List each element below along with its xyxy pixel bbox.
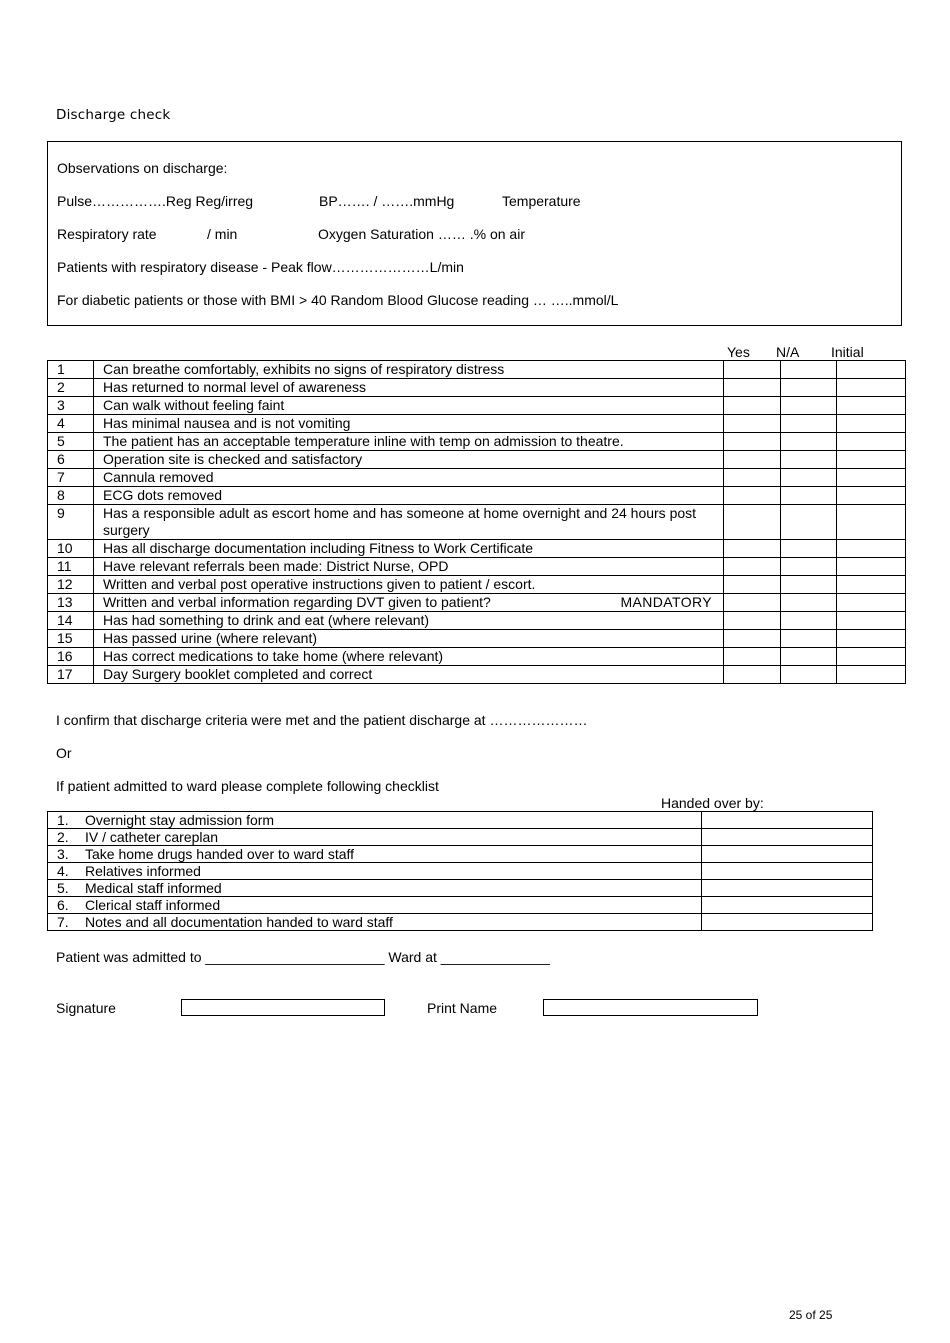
criterion-label: Has passed urine (where relevant) <box>103 630 317 646</box>
ward-row <box>48 880 873 897</box>
na-cell[interactable] <box>781 397 837 415</box>
initial-cell[interactable] <box>837 558 906 576</box>
ward-item-label: Take home drugs handed over to ward staff <box>85 846 355 862</box>
na-cell[interactable] <box>781 361 837 379</box>
resp-rate-unit: / min <box>207 226 238 242</box>
handed-over-cell[interactable] <box>702 846 873 863</box>
yes-cell[interactable] <box>724 558 781 576</box>
ward-row <box>48 829 873 846</box>
criterion-text <box>94 487 724 505</box>
checklist-row <box>48 666 906 684</box>
initial-cell[interactable] <box>837 648 906 666</box>
discharge-confirmation: I confirm that discharge criteria were met and the patient discharge at ………………… <box>56 712 588 728</box>
ward-item-number: 3. <box>57 846 69 862</box>
na-cell[interactable] <box>781 666 837 684</box>
na-cell[interactable] <box>781 379 837 397</box>
ward-item <box>48 863 702 880</box>
na-cell[interactable] <box>781 558 837 576</box>
checklist-row <box>48 397 906 415</box>
na-cell[interactable] <box>781 630 837 648</box>
na-header: N/A <box>776 344 800 360</box>
row-number: 8 <box>48 487 94 505</box>
criterion-label: Written and verbal information regarding DVT given to patient? <box>103 594 491 610</box>
yes-cell[interactable] <box>724 612 781 630</box>
initial-cell[interactable] <box>837 666 906 684</box>
checklist-row <box>48 361 906 379</box>
ward-item-number: 1. <box>57 812 69 828</box>
yes-cell[interactable] <box>724 487 781 505</box>
ward-intro: If patient admitted to ward please complete following checklist <box>56 778 439 794</box>
pulse-field[interactable]: Pulse…………….Reg Reg/irreg <box>57 193 254 209</box>
row-number: 11 <box>48 558 94 576</box>
vitals-line <box>57 193 877 211</box>
handed-over-cell[interactable] <box>702 914 873 931</box>
checklist-row <box>48 612 906 630</box>
initial-cell[interactable] <box>837 397 906 415</box>
yes-cell[interactable] <box>724 576 781 594</box>
ward-item-label: Overnight stay admission form <box>85 812 275 828</box>
resp-rate-label[interactable]: Respiratory rate <box>57 226 157 242</box>
ward-item-label: Medical staff informed <box>85 880 222 896</box>
criterion-label: Has all discharge documentation including Fitness to Work Certificate <box>103 540 534 556</box>
criterion-label: Day Surgery booklet completed and correct <box>103 666 373 682</box>
page-title: Discharge check <box>56 107 171 123</box>
row-number: 13 <box>48 594 94 612</box>
ward-item-label: IV / catheter careplan <box>85 829 219 845</box>
criterion-label: Operation site is checked and satisfactory <box>103 451 363 467</box>
yes-cell[interactable] <box>724 540 781 558</box>
yes-cell[interactable] <box>724 451 781 469</box>
ward-checklist <box>47 811 873 931</box>
respiratory-line <box>57 226 877 244</box>
initial-cell[interactable] <box>837 505 906 540</box>
criterion-text <box>94 558 724 576</box>
row-number: 7 <box>48 469 94 487</box>
ward-row <box>48 812 873 829</box>
row-number: 3 <box>48 397 94 415</box>
initial-cell[interactable] <box>837 469 906 487</box>
na-cell[interactable] <box>781 433 837 451</box>
na-cell[interactable] <box>781 648 837 666</box>
ward-item-number: 5. <box>57 880 69 896</box>
initial-cell[interactable] <box>837 630 906 648</box>
initial-cell[interactable] <box>837 415 906 433</box>
observations-heading: Observations on discharge: <box>57 160 228 176</box>
initial-cell[interactable] <box>837 576 906 594</box>
ward-item-number: 2. <box>57 829 69 845</box>
criterion-text <box>94 451 724 469</box>
initial-cell[interactable] <box>837 540 906 558</box>
na-cell[interactable] <box>781 612 837 630</box>
na-cell[interactable] <box>781 415 837 433</box>
na-cell[interactable] <box>781 469 837 487</box>
criterion-label: Have relevant referrals been made: District Nurse, OPD <box>103 558 449 574</box>
bp-field[interactable]: BP……. / …….mmHg <box>319 193 455 209</box>
checklist-row <box>48 469 906 487</box>
row-number: 4 <box>48 415 94 433</box>
checklist-row <box>48 451 906 469</box>
print-name-label: Print Name <box>427 1000 498 1016</box>
criterion-label: Written and verbal post operative instructions given to patient / escort. <box>103 576 536 592</box>
checklist-row <box>48 540 906 558</box>
yes-cell[interactable] <box>724 379 781 397</box>
handed-over-header: Handed over by: <box>661 795 764 811</box>
checklist-row <box>48 594 906 612</box>
initial-cell[interactable] <box>837 487 906 505</box>
ward-item <box>48 829 702 846</box>
yes-cell[interactable] <box>724 666 781 684</box>
checklist-row <box>48 487 906 505</box>
row-number: 6 <box>48 451 94 469</box>
criterion-label: Has had something to drink and eat (where relevant) <box>103 612 430 628</box>
na-cell[interactable] <box>781 505 837 540</box>
ward-item-label: Notes and all documentation handed to ward staff <box>85 914 393 930</box>
criterion-text <box>94 648 724 666</box>
initial-cell[interactable] <box>837 379 906 397</box>
yes-cell[interactable] <box>724 648 781 666</box>
na-cell[interactable] <box>781 487 837 505</box>
initial-cell[interactable] <box>837 433 906 451</box>
na-cell[interactable] <box>781 576 837 594</box>
ward-item <box>48 914 702 931</box>
or-text: Or <box>56 745 72 761</box>
admitted-to-line[interactable]: Patient was admitted to _______________________ Ward at ______________ <box>56 949 550 965</box>
na-cell[interactable] <box>781 540 837 558</box>
discharge-checklist <box>47 360 906 684</box>
initial-cell[interactable] <box>837 451 906 469</box>
criterion-label: Can breathe comfortably, exhibits no signs of respiratory distress <box>103 361 505 377</box>
yes-cell[interactable] <box>724 505 781 540</box>
criterion-text <box>94 505 724 540</box>
criterion-text <box>94 576 724 594</box>
row-number: 1 <box>48 361 94 379</box>
row-number: 14 <box>48 612 94 630</box>
initial-header: Initial <box>831 344 864 360</box>
checklist-row <box>48 648 906 666</box>
na-cell[interactable] <box>781 451 837 469</box>
criterion-label: Has a responsible adult as escort home and has someone at home overnight and 24 hours post surgery <box>103 505 697 538</box>
temperature-field[interactable]: Temperature <box>502 193 581 209</box>
yes-cell[interactable] <box>724 630 781 648</box>
ward-item <box>48 812 702 829</box>
yes-cell[interactable] <box>724 397 781 415</box>
checklist-row <box>48 379 906 397</box>
oxygen-field[interactable]: Oxygen Saturation …… .% on air <box>318 226 525 242</box>
criterion-label: Can walk without feeling faint <box>103 397 285 413</box>
yes-cell[interactable] <box>724 469 781 487</box>
peak-flow-field[interactable]: Patients with respiratory disease - Peak flow…………………L/min <box>57 259 464 275</box>
handed-over-cell[interactable] <box>702 812 873 829</box>
criterion-text <box>94 612 724 630</box>
criterion-text <box>94 397 724 415</box>
checklist-row <box>48 415 906 433</box>
checklist-row <box>48 630 906 648</box>
handed-over-cell[interactable] <box>702 863 873 880</box>
criterion-label: The patient has an acceptable temperature inline with temp on admission to theatre. <box>103 433 624 449</box>
row-number: 2 <box>48 379 94 397</box>
ward-row <box>48 846 873 863</box>
criterion-text <box>94 415 724 433</box>
checklist-row <box>48 558 906 576</box>
ward-item-label: Relatives informed <box>85 863 201 879</box>
yes-cell[interactable] <box>724 594 781 612</box>
glucose-field[interactable]: For diabetic patients or those with BMI > 40 Random Blood Glucose reading … …..mmol/L <box>57 292 619 308</box>
ward-item <box>48 880 702 897</box>
initial-cell[interactable] <box>837 612 906 630</box>
yes-cell[interactable] <box>724 415 781 433</box>
ward-item <box>48 846 702 863</box>
row-number: 5 <box>48 433 94 451</box>
ward-row <box>48 897 873 914</box>
criterion-text <box>94 594 724 612</box>
na-cell[interactable] <box>781 594 837 612</box>
ward-item-number: 6. <box>57 897 69 913</box>
row-number: 15 <box>48 630 94 648</box>
ward-item <box>48 897 702 914</box>
criterion-text <box>94 433 724 451</box>
print-name-box[interactable] <box>543 999 758 1016</box>
row-number: 12 <box>48 576 94 594</box>
ward-row <box>48 863 873 880</box>
criterion-label: Cannula removed <box>103 469 214 485</box>
signature-label: Signature <box>56 1000 116 1016</box>
page-number: 25 of 25 <box>789 1308 833 1322</box>
criterion-label: ECG dots removed <box>103 487 223 503</box>
criterion-label: Has correct medications to take home (where relevant) <box>103 648 444 664</box>
row-number: 9 <box>48 505 94 540</box>
row-number: 16 <box>48 648 94 666</box>
ward-item-number: 4. <box>57 863 69 879</box>
criterion-label: Has returned to normal level of awareness <box>103 379 367 395</box>
criterion-text <box>94 666 724 684</box>
yes-header: Yes <box>727 344 750 360</box>
criterion-text <box>94 361 724 379</box>
mandatory-tag: MANDATORY <box>620 594 712 610</box>
criterion-label: Has minimal nausea and is not vomiting <box>103 415 351 431</box>
ward-row <box>48 914 873 931</box>
ward-item-number: 7. <box>57 914 69 930</box>
criterion-text <box>94 469 724 487</box>
row-number: 17 <box>48 666 94 684</box>
initial-cell[interactable] <box>837 361 906 379</box>
row-number: 10 <box>48 540 94 558</box>
yes-cell[interactable] <box>724 361 781 379</box>
ward-item-label: Clerical staff informed <box>85 897 221 913</box>
criterion-text <box>94 630 724 648</box>
criterion-text <box>94 379 724 397</box>
checklist-row <box>48 576 906 594</box>
checklist-row <box>48 433 906 451</box>
checklist-row <box>48 505 906 540</box>
handed-over-cell[interactable] <box>702 897 873 914</box>
handed-over-cell[interactable] <box>702 829 873 846</box>
criterion-text <box>94 540 724 558</box>
signature-box[interactable] <box>181 999 385 1016</box>
handed-over-cell[interactable] <box>702 880 873 897</box>
observations-box <box>47 141 902 326</box>
initial-cell[interactable] <box>837 594 906 612</box>
yes-cell[interactable] <box>724 433 781 451</box>
